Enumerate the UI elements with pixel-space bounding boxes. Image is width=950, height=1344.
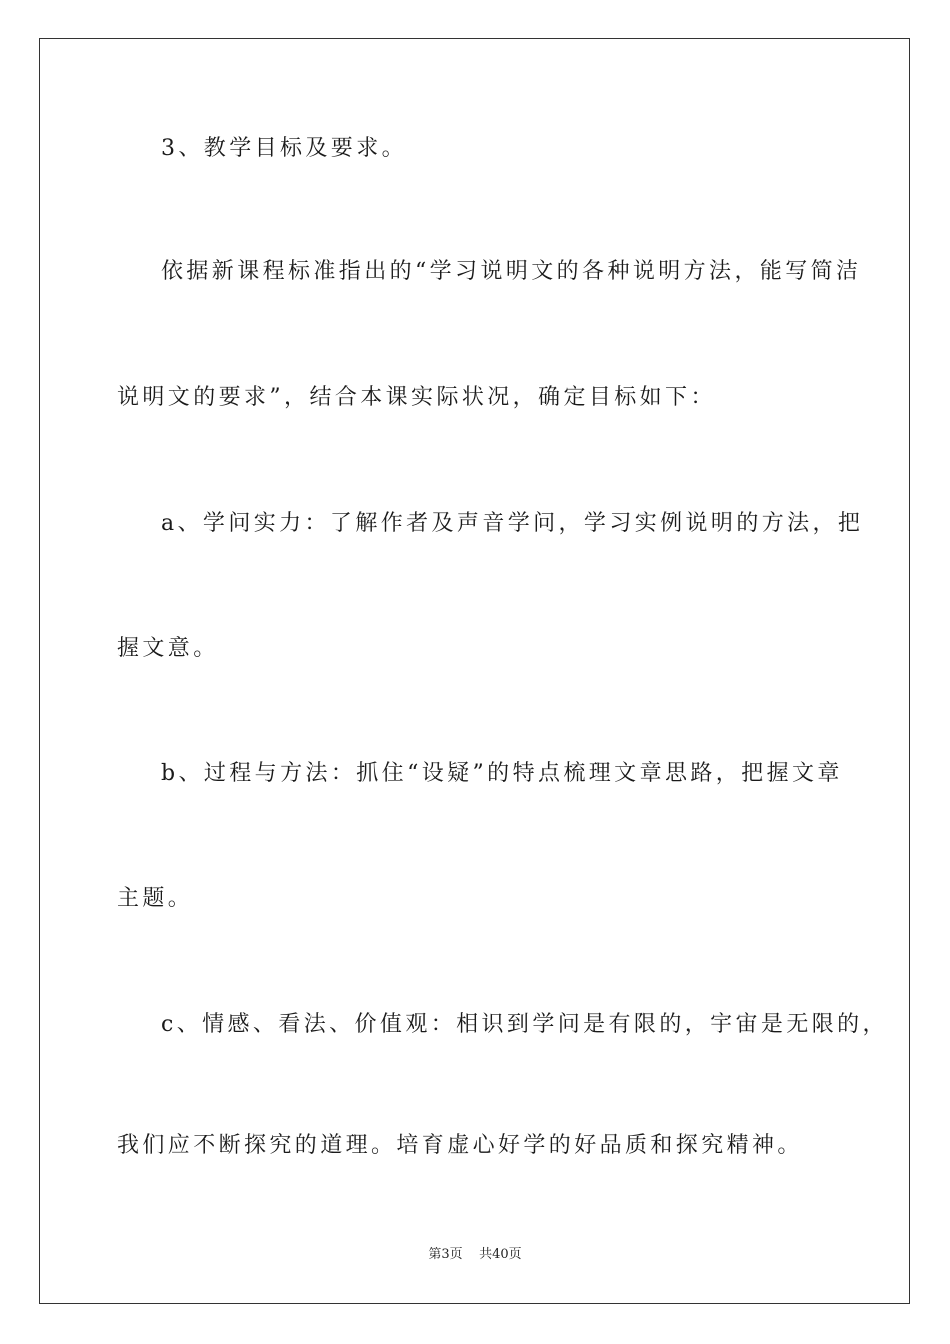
paragraph-line: b、过程与方法：抓住“设疑”的特点梳理文章思路，把握文章 [161, 761, 843, 786]
paragraph-line: 说明文的要求”，结合本课实际状况，确定目标如下： [117, 385, 716, 410]
paragraph-line: 握文意。 [117, 636, 219, 661]
paragraph-line: a、学问实力：了解作者及声音学问，学习实例说明的方法，把 [161, 511, 864, 536]
section-heading: 3、教学目标及要求。 [161, 136, 407, 161]
paragraph-line: 主题。 [117, 886, 194, 911]
page-frame [39, 38, 910, 1304]
page-number: 第3页 共40页 [428, 1247, 522, 1262]
paragraph-line: 依据新课程标准指出的“学习说明文的各种说明方法，能写简洁 [161, 259, 862, 284]
paragraph-line: 我们应不断探究的道理。培育虚心好学的好品质和探究精神。 [117, 1133, 803, 1158]
paragraph-line: c、情感、看法、价值观：相识到学问是有限的，宇宙是无限的， [161, 1012, 888, 1037]
